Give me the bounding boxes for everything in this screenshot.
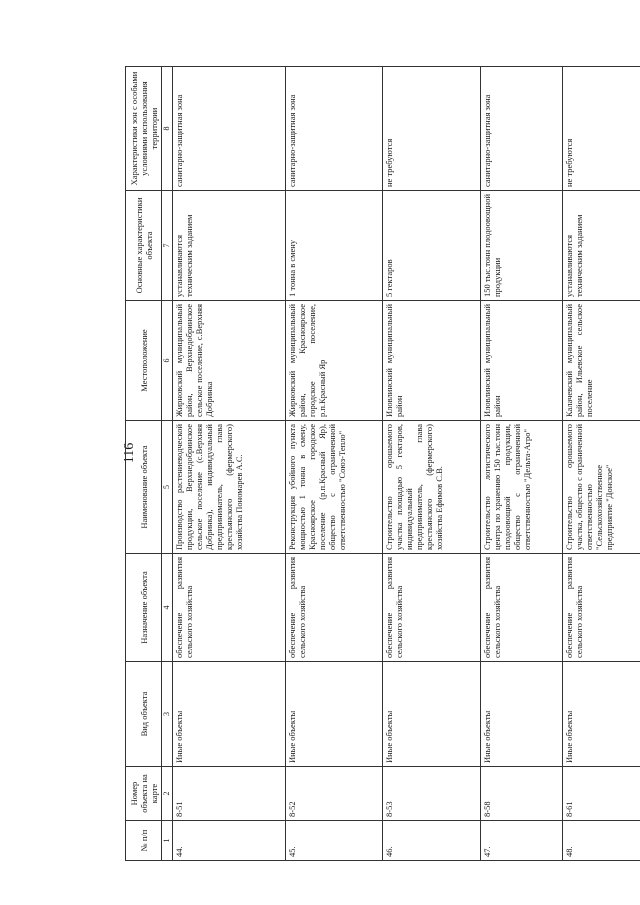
- header-location: Местоположение: [126, 301, 162, 421]
- header-object-purpose: Назначение объекта: [126, 554, 162, 662]
- cell-special-zones: не требуются: [562, 67, 640, 191]
- cell-map-number: 8-58: [480, 767, 562, 821]
- header-object-name: Наименование объекта: [126, 421, 162, 554]
- cell-object-purpose: обеспечение развития сельского хозяйства: [383, 554, 480, 662]
- cell-map-number: 8-53: [383, 767, 480, 821]
- header-no: № п/п: [126, 821, 162, 861]
- column-number: 6: [162, 301, 173, 421]
- column-number: 3: [162, 662, 173, 767]
- rotated-table-container: [125, 67, 640, 861]
- cell-object-kind: Иные объекты: [562, 662, 640, 767]
- table-row: [285, 67, 382, 861]
- cell-special-zones: санитарно-защитная зона: [480, 67, 562, 191]
- column-number: 1: [162, 821, 173, 861]
- cell-object-purpose: обеспечение развития сельского хозяйства: [562, 554, 640, 662]
- table-row: [173, 67, 286, 861]
- cell-object-purpose: обеспечение развития сельского хозяйства: [285, 554, 382, 662]
- cell-object-name: Реконструкция убойного пункта мощностью 1 тонна в смену, Красноярское городское поселение (р.п.Красный Яр), общество с ограниченной ответственностью "Союз-Тепло": [285, 421, 382, 554]
- cell-characteristics: устанавливаются техническим заданием: [562, 191, 640, 301]
- header-special-zones: Характеристики зон с особыми условиями использования территории: [126, 67, 162, 191]
- cell-characteristics: 5 гектаров: [383, 191, 480, 301]
- cell-location: Калачевский муниципальный район, Ильевское сельское поселение: [562, 301, 640, 421]
- cell-characteristics: 150 тыс.тонн плодоовощной продукции: [480, 191, 562, 301]
- cell-special-zones: санитарно-защитная зона: [285, 67, 382, 191]
- cell-object-kind: Иные объекты: [285, 662, 382, 767]
- cell-characteristics: устанавливаются техническим заданием: [173, 191, 286, 301]
- objects-table: [125, 66, 640, 861]
- cell-object-purpose: обеспечение развития сельского хозяйства: [480, 554, 562, 662]
- column-number: 7: [162, 191, 173, 301]
- header-map-number: Номер объекта на карте: [126, 767, 162, 821]
- cell-map-number: 8-52: [285, 767, 382, 821]
- cell-no: 45.: [285, 821, 382, 861]
- cell-location: Иловлинский муниципальный район: [480, 301, 562, 421]
- cell-object-name: Строительство логистического центра по хранению 150 тыс.тонн плодоовощной продукции, общество с ограниченной ответственностью "Дельта-Агро": [480, 421, 562, 554]
- cell-no: 47.: [480, 821, 562, 861]
- table-row: [383, 67, 480, 861]
- cell-object-name: Строительство орошаемого участка площадью 5 гектаров, индивидуальный предприниматель, глава крестьянского (фермерского) хозяйства Ефимов С.В.: [383, 421, 480, 554]
- cell-object-kind: Иные объекты: [383, 662, 480, 767]
- cell-no: 46.: [383, 821, 480, 861]
- column-number: 2: [162, 767, 173, 821]
- column-number: 5: [162, 421, 173, 554]
- cell-special-zones: не требуются: [383, 67, 480, 191]
- cell-object-name: Производство растениеводческой продукции, Верхнедобринское сельское поселение (с.Верхняя Добринка), индивидуальный предприниматель, глава крестьянского (фермерского) хозяйства Пономарев А.С.: [173, 421, 286, 554]
- cell-map-number: 8-51: [173, 767, 286, 821]
- cell-object-kind: Иные объекты: [173, 662, 286, 767]
- cell-location: Жирновский муниципальный район, Верхнедобринское сельское поселение, с.Верхняя Добринка: [173, 301, 286, 421]
- cell-object-kind: Иные объекты: [480, 662, 562, 767]
- table-row: [562, 67, 640, 861]
- header-object-kind: Вид объекта: [126, 662, 162, 767]
- page-number: 116: [122, 442, 137, 464]
- cell-location: Иловлинский муниципальный район: [383, 301, 480, 421]
- cell-no: 48.: [562, 821, 640, 861]
- cell-map-number: 8-61: [562, 767, 640, 821]
- header-characteristics: Основные характеристики объекта: [126, 191, 162, 301]
- cell-object-purpose: обеспечение развития сельского хозяйства: [173, 554, 286, 662]
- cell-location: Жирновский муниципальный район, Красноярское городское поселение, р.п.Красный Яр: [285, 301, 382, 421]
- column-number: 8: [162, 67, 173, 191]
- table-row: [480, 67, 562, 861]
- cell-characteristics: 1 тонна в смену: [285, 191, 382, 301]
- column-number: 4: [162, 554, 173, 662]
- cell-object-name: Строительство орошаемого участка, общество с ограниченной ответственностью "Сельскохозяйственное предприятие "Донское": [562, 421, 640, 554]
- cell-special-zones: санитарно-защитная зона: [173, 67, 286, 191]
- cell-no: 44.: [173, 821, 286, 861]
